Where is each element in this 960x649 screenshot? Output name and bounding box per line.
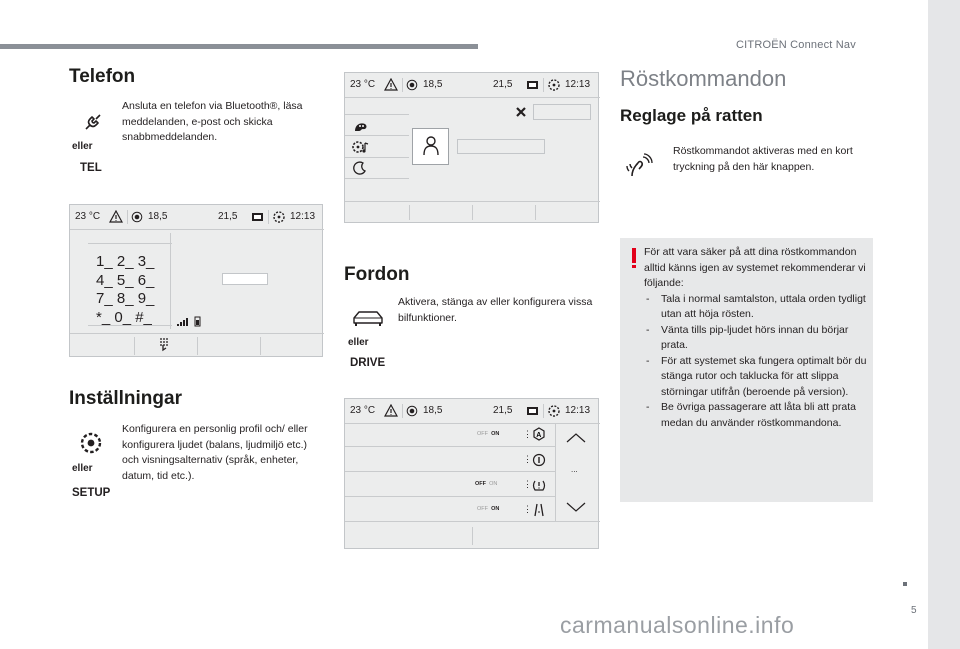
status-time: 12:13	[565, 79, 591, 90]
status-temp: 23 °C	[350, 405, 376, 416]
signal-battery-icon	[176, 315, 202, 327]
rost-subtitle: Reglage på ratten	[620, 106, 763, 125]
rost-description: Röstkommandot aktiveras med en kort tryckning på den här knappen.	[673, 145, 853, 173]
fordon-description: Aktivera, stänga av eller konfigurera vissa bilfunktioner.	[398, 296, 593, 324]
keypad-key[interactable]: *_	[96, 308, 111, 326]
profile-icon	[422, 135, 440, 157]
status-bar	[345, 73, 598, 97]
telefon-eller: eller	[72, 141, 93, 152]
info-circle-icon	[532, 453, 546, 467]
keypad-key[interactable]: 7_	[96, 290, 113, 307]
sound-settings-icon[interactable]	[351, 139, 371, 155]
warning-icon	[109, 210, 123, 223]
lane-assist-icon	[532, 503, 546, 517]
exclamation-dot	[632, 265, 636, 268]
toggle-row-1[interactable]	[477, 431, 499, 437]
keypad-key[interactable]: 6_	[137, 271, 155, 289]
row-menu-icon[interactable]: ⋮	[523, 454, 532, 464]
status-val1: 18,5	[423, 79, 443, 90]
warning-item: - Be övriga passagerare att låta bli att prata medan du använder röstkommandona.	[644, 400, 868, 431]
installningar-eller: eller	[72, 463, 93, 474]
warning-icon	[384, 404, 398, 417]
warning-intro: För att vara säker på att dina röstkommandon alltid känns igen av systemet rekommenderar vi följande:	[644, 246, 866, 289]
drive-button-label: DRIVE	[350, 357, 386, 369]
battery-icon	[526, 79, 540, 91]
toggle-on: ON	[491, 506, 500, 512]
status-val1: 18,5	[148, 211, 168, 222]
keypad-key[interactable]: #_	[135, 308, 152, 326]
header-rule	[0, 44, 478, 49]
toggle-on: ON	[491, 431, 500, 437]
installningar-description: Konfigurera en personlig profil och/ eller konfigurera ljudet (balans, ljudmiljö etc.) och visningsalternativ (språk, enheter, datum, tid etc.).	[122, 423, 308, 482]
location-icon	[406, 79, 418, 91]
warning-item: - Tala i normal samtalston, uttala orden tydligt utan att höja rösten.	[644, 292, 868, 323]
settings-screen	[344, 72, 599, 223]
number-field[interactable]	[222, 273, 268, 285]
keypad-key[interactable]: 9_	[137, 290, 155, 307]
location-icon	[406, 405, 418, 417]
gear-icon	[78, 430, 104, 456]
warning-list	[644, 292, 868, 432]
installningar-title: Inställningar	[69, 388, 182, 409]
warning-icon	[384, 78, 398, 91]
status-temp: 23 °C	[75, 211, 101, 222]
keypad-row	[96, 309, 154, 328]
status-val2: 21,5	[218, 211, 238, 222]
settings-dots-icon	[547, 78, 561, 92]
telefon-screen	[69, 204, 323, 357]
status-val2: 21,5	[493, 405, 513, 416]
toggle-off: OFF	[475, 481, 486, 487]
rost-title: Röstkommandon	[620, 66, 787, 91]
chevron-down-icon[interactable]	[565, 501, 587, 513]
tyre-pressure-icon	[532, 478, 546, 492]
row-menu-icon[interactable]: ⋮	[523, 429, 532, 439]
keypad[interactable]	[96, 253, 154, 327]
location-icon	[131, 211, 143, 223]
palette-icon[interactable]	[353, 119, 369, 133]
toggle-row-4[interactable]	[477, 506, 499, 512]
status-val1: 18,5	[423, 405, 443, 416]
voice-command-icon	[624, 152, 654, 180]
fordon-title: Fordon	[344, 264, 410, 285]
row-menu-icon[interactable]: ⋮	[523, 504, 532, 514]
telefon-description: Ansluta en telefon via Bluetooth®, läsa meddelanden, e-post och skicka snabbmeddelanden.	[122, 100, 303, 143]
keypad-key[interactable]: 2_	[116, 253, 134, 270]
more-indicator: ...	[571, 465, 578, 474]
keypad-key[interactable]: 1_	[96, 253, 113, 270]
moon-icon[interactable]	[353, 161, 367, 175]
page-side-band	[928, 0, 960, 649]
status-temp: 23 °C	[350, 79, 376, 90]
toggle-off: OFF	[477, 506, 488, 512]
warning-text	[644, 245, 868, 431]
settings-dots-icon	[547, 404, 561, 418]
settings-field[interactable]	[533, 104, 591, 120]
exclamation-icon	[632, 248, 636, 263]
keypad-key[interactable]: 0_	[114, 308, 132, 326]
keypad-key[interactable]: 3_	[137, 253, 155, 270]
fordon-eller: eller	[348, 337, 369, 348]
watermark: carmanualsonline.info	[560, 612, 795, 638]
status-bar	[345, 399, 598, 423]
tel-button-label: TEL	[80, 162, 102, 174]
row-menu-icon[interactable]: ⋮	[523, 479, 532, 489]
battery-icon	[251, 211, 265, 223]
toggle-on: ON	[489, 481, 498, 487]
close-icon[interactable]	[515, 106, 527, 118]
car-icon	[351, 309, 385, 329]
warning-item: - Vänta tills pip-ljudet hörs innan du börjar prata.	[644, 323, 868, 354]
auto-lights-icon	[532, 427, 546, 441]
svg-text:A: A	[536, 432, 542, 439]
setup-button-label: SETUP	[72, 487, 111, 499]
status-time: 12:13	[565, 405, 591, 416]
page-number: 5	[911, 605, 917, 616]
keypad-row	[96, 253, 154, 272]
status-bar	[70, 205, 322, 229]
toggle-off: OFF	[477, 431, 488, 437]
keypad-key[interactable]: 8_	[116, 290, 134, 307]
fordon-screen	[344, 398, 599, 549]
warning-box	[620, 238, 873, 502]
keypad-key[interactable]: 5_	[116, 271, 134, 289]
profile-name-field[interactable]	[457, 139, 545, 154]
page-marker	[903, 582, 907, 586]
telefon-title: Telefon	[69, 66, 136, 87]
warning-item: - För att systemet ska fungera optimalt bör du stänga rutor och taklucka för att slippa störningar utifrån (beroende på version).	[644, 354, 868, 401]
keypad-row	[96, 290, 154, 309]
brand-header: CITROËN Connect Nav	[736, 39, 856, 51]
toggle-row-3[interactable]	[475, 481, 497, 487]
chevron-up-icon[interactable]	[565, 432, 587, 444]
settings-dots-icon	[272, 210, 286, 224]
keypad-key[interactable]: 4_	[96, 271, 113, 289]
status-time: 12:13	[290, 211, 316, 222]
keypad-row	[96, 272, 154, 291]
keypad-icon[interactable]	[157, 336, 171, 352]
battery-icon	[526, 405, 540, 417]
phone-icon	[82, 111, 104, 133]
status-val2: 21,5	[493, 79, 513, 90]
